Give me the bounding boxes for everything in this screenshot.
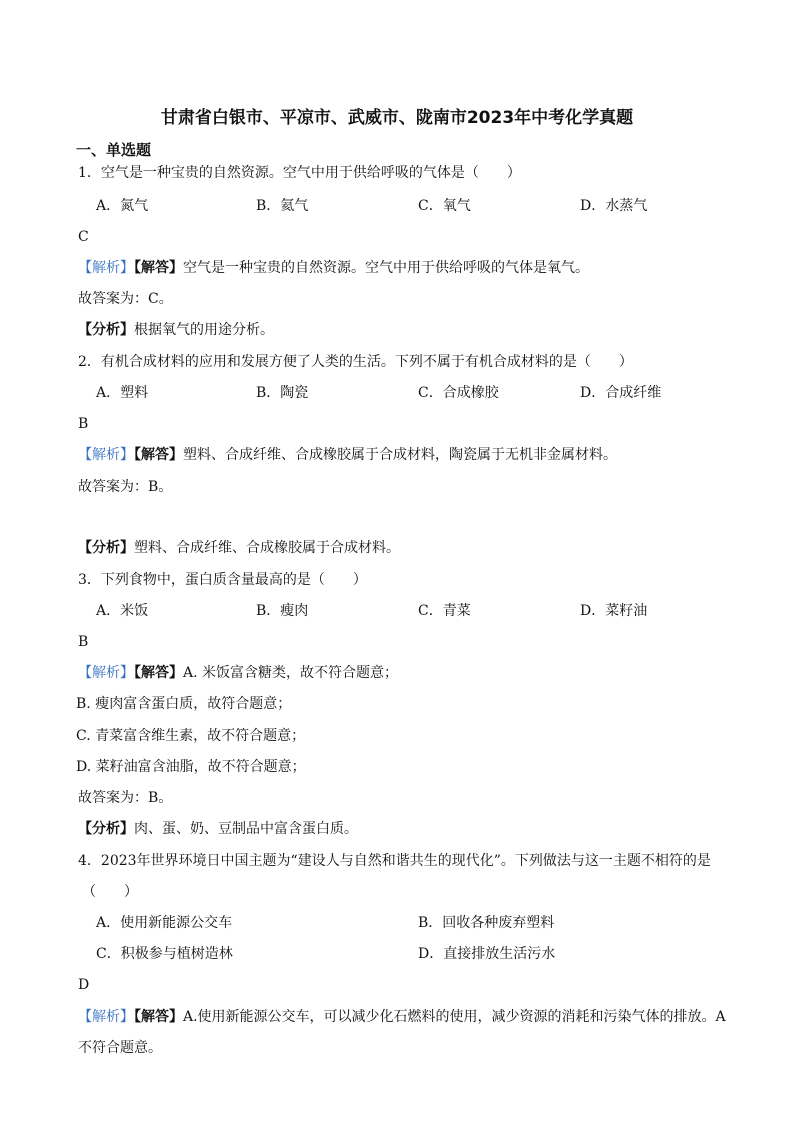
conclusion: 故答案为：B。 [78, 790, 173, 806]
fenxi-label: 【分析】 [78, 322, 134, 338]
option-b: B．瘦肉 [256, 603, 309, 619]
analysis-text: 塑料、合成纤维、合成橡胶属于合成材料，陶瓷属于无机非金属材料。 [183, 447, 617, 463]
fenxi [78, 819, 358, 839]
answer-label: 【解答】 [134, 447, 183, 463]
question-stem: 1．空气是一种宝贵的自然资源。空气中用于供给呼吸的气体是（ ） [78, 165, 521, 181]
option-a: A．米饭 [96, 603, 149, 619]
option-b: B．陶瓷 [256, 385, 309, 401]
option-c: C．积极参与植树造林 [96, 946, 233, 962]
answer: B [78, 416, 89, 432]
analysis-text: A. 米饭富含糖类，故不符合题意； [183, 665, 399, 681]
conclusion: 故答案为：B。 [78, 479, 173, 495]
analysis [78, 258, 589, 278]
option-d: D．水蒸气 [580, 198, 648, 214]
analysis-line-c: C. 青菜富含维生素，故不符合题意； [76, 728, 306, 744]
option-b: B．氦气 [256, 198, 309, 214]
fenxi [78, 538, 400, 558]
option-a: A．氮气 [96, 198, 149, 214]
analysis-line-d: D. 菜籽油富含油脂，故不符合题意； [76, 759, 306, 775]
fenxi-label: 【分析】 [78, 540, 134, 556]
option-a: A．塑料 [96, 385, 149, 401]
fenxi-label: 【分析】 [78, 821, 134, 837]
option-a: A．使用新能源公交车 [96, 915, 233, 931]
analysis-continued: 不符合题意。 [78, 1040, 162, 1056]
analysis-text: A.使用新能源公交车，可以减少化石燃料的使用，减少资源的消耗和污染气体的排放。A [183, 1009, 726, 1025]
question-stem: 3．下列食物中，蛋白质含量最高的是（ ） [78, 572, 367, 588]
option-c: C．氧气 [418, 198, 471, 214]
analysis-tag: 【解析】 [78, 447, 134, 463]
fenxi [78, 320, 274, 340]
option-d: D．菜籽油 [580, 603, 648, 619]
fenxi-text: 肉、蛋、奶、豆制品中富含蛋白质。 [134, 821, 358, 837]
answer-label: 【解答】 [134, 665, 183, 681]
option-c: C．合成橡胶 [418, 385, 499, 401]
analysis [78, 1007, 726, 1027]
answer: D [78, 977, 90, 993]
question-stem-paren: （ ） [82, 884, 138, 900]
analysis-tag: 【解析】 [78, 1009, 134, 1025]
answer: B [78, 634, 89, 650]
analysis-text: 空气是一种宝贵的自然资源。空气中用于供给呼吸的气体是氧气。 [183, 260, 589, 276]
analysis [78, 445, 617, 465]
question-stem: 2．有机合成材料的应用和发展方便了人类的生活。下列不属于有机合成材料的是（ ） [78, 354, 633, 370]
answer-label: 【解答】 [134, 1009, 183, 1025]
option-d: D．直接排放生活污水 [418, 946, 556, 962]
fenxi-text: 根据氧气的用途分析。 [134, 322, 274, 338]
analysis [78, 663, 398, 683]
conclusion: 故答案为：C。 [78, 291, 173, 307]
page-title: 甘肃省白银市、平凉市、武威市、陇南市2023年中考化学真题 [160, 108, 634, 128]
fenxi-text: 塑料、合成纤维、合成橡胶属于合成材料。 [134, 540, 400, 556]
analysis-tag: 【解析】 [78, 260, 134, 276]
option-b: B．回收各种废弃塑料 [418, 915, 555, 931]
analysis-tag: 【解析】 [78, 665, 134, 681]
analysis-line-b: B. 瘦肉富含蛋白质，故符合题意； [76, 696, 292, 712]
option-d: D．合成纤维 [580, 385, 662, 401]
answer-label: 【解答】 [134, 260, 183, 276]
section-heading: 一、单选题 [76, 141, 152, 159]
answer: C [78, 229, 89, 245]
question-stem: 4．2023年世界环境日中国主题为“建设人与自然和谐共生的现代化”。下列做法与这一主题不相符的是 [78, 853, 711, 869]
option-c: C．青菜 [418, 603, 471, 619]
